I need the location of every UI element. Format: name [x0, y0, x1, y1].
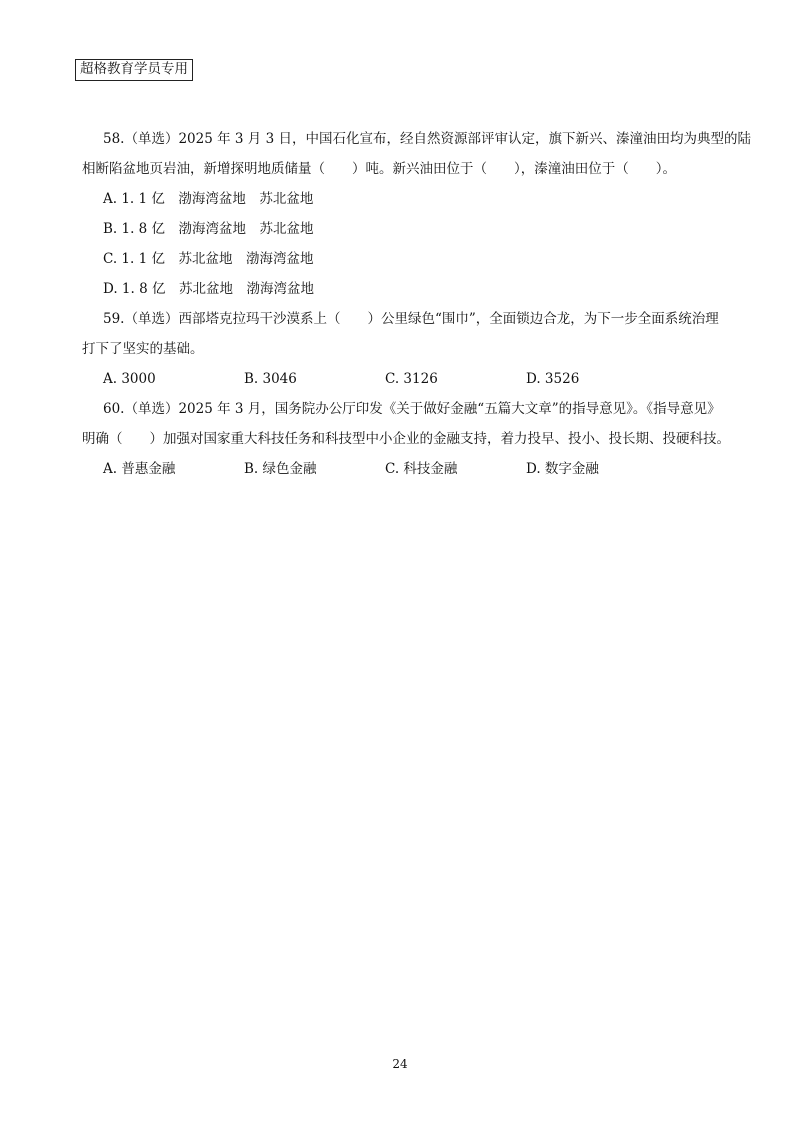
question-59-option-d: D. 3526 [526, 371, 580, 387]
question-59 [82, 304, 742, 394]
question-59-option-b: B. 3046 [244, 371, 297, 387]
question-58 [82, 124, 751, 304]
question-60-option-a: A. 普惠金融 [103, 461, 176, 477]
question-60-options [82, 454, 742, 484]
question-list [82, 124, 751, 484]
question-58-option-c: C. 1. 1 亿 苏北盆地 渤海湾盆地 [103, 251, 314, 267]
question-59-option-a: A. 3000 [103, 371, 156, 387]
question-60-option-c: C. 科技金融 [385, 461, 458, 477]
question-58-option-d: D. 1. 8 亿 苏北盆地 渤海湾盆地 [103, 281, 314, 297]
question-59-line-1: 59.（单选）西部塔克拉玛干沙漠系上（ ）公里绿色“围巾”，全面锁边合龙，为下一步全面系统治理 [103, 311, 719, 327]
question-60 [82, 394, 742, 484]
header-label: 超格教育学员专用 [75, 59, 193, 81]
question-60-line-1: 60.（单选）2025 年 3 月，国务院办公厅印发《关于做好金融“五篇大文章”的指导意见》。《指导意见》 [103, 401, 721, 417]
question-60-option-d: D. 数字金融 [526, 461, 599, 477]
question-60-option-b: B. 绿色金融 [244, 461, 317, 477]
question-59-line-2: 打下了坚实的基础。 [82, 341, 204, 357]
question-59-option-c: C. 3126 [385, 371, 438, 387]
question-59-options [82, 364, 742, 394]
question-58-line-2: 相断陷盆地页岩油，新增探明地质储量（ ）吨。新兴油田位于（ ），溱潼油田位于（ ）。 [82, 161, 676, 177]
question-58-option-b: B. 1. 8 亿 渤海湾盆地 苏北盆地 [103, 221, 314, 237]
question-58-line-1: 58.（单选）2025 年 3 月 3 日，中国石化宣布，经自然资源部评审认定，旗下新兴、溱潼油田均为典型的陆 [103, 131, 751, 147]
question-58-option-a: A. 1. 1 亿 渤海湾盆地 苏北盆地 [103, 191, 314, 207]
question-60-line-2: 明确（ ）加强对国家重大科技任务和科技型中小企业的金融支持，着力投早、投小、投长期、投硬科技。 [82, 431, 730, 447]
page-number: 24 [392, 1057, 408, 1071]
